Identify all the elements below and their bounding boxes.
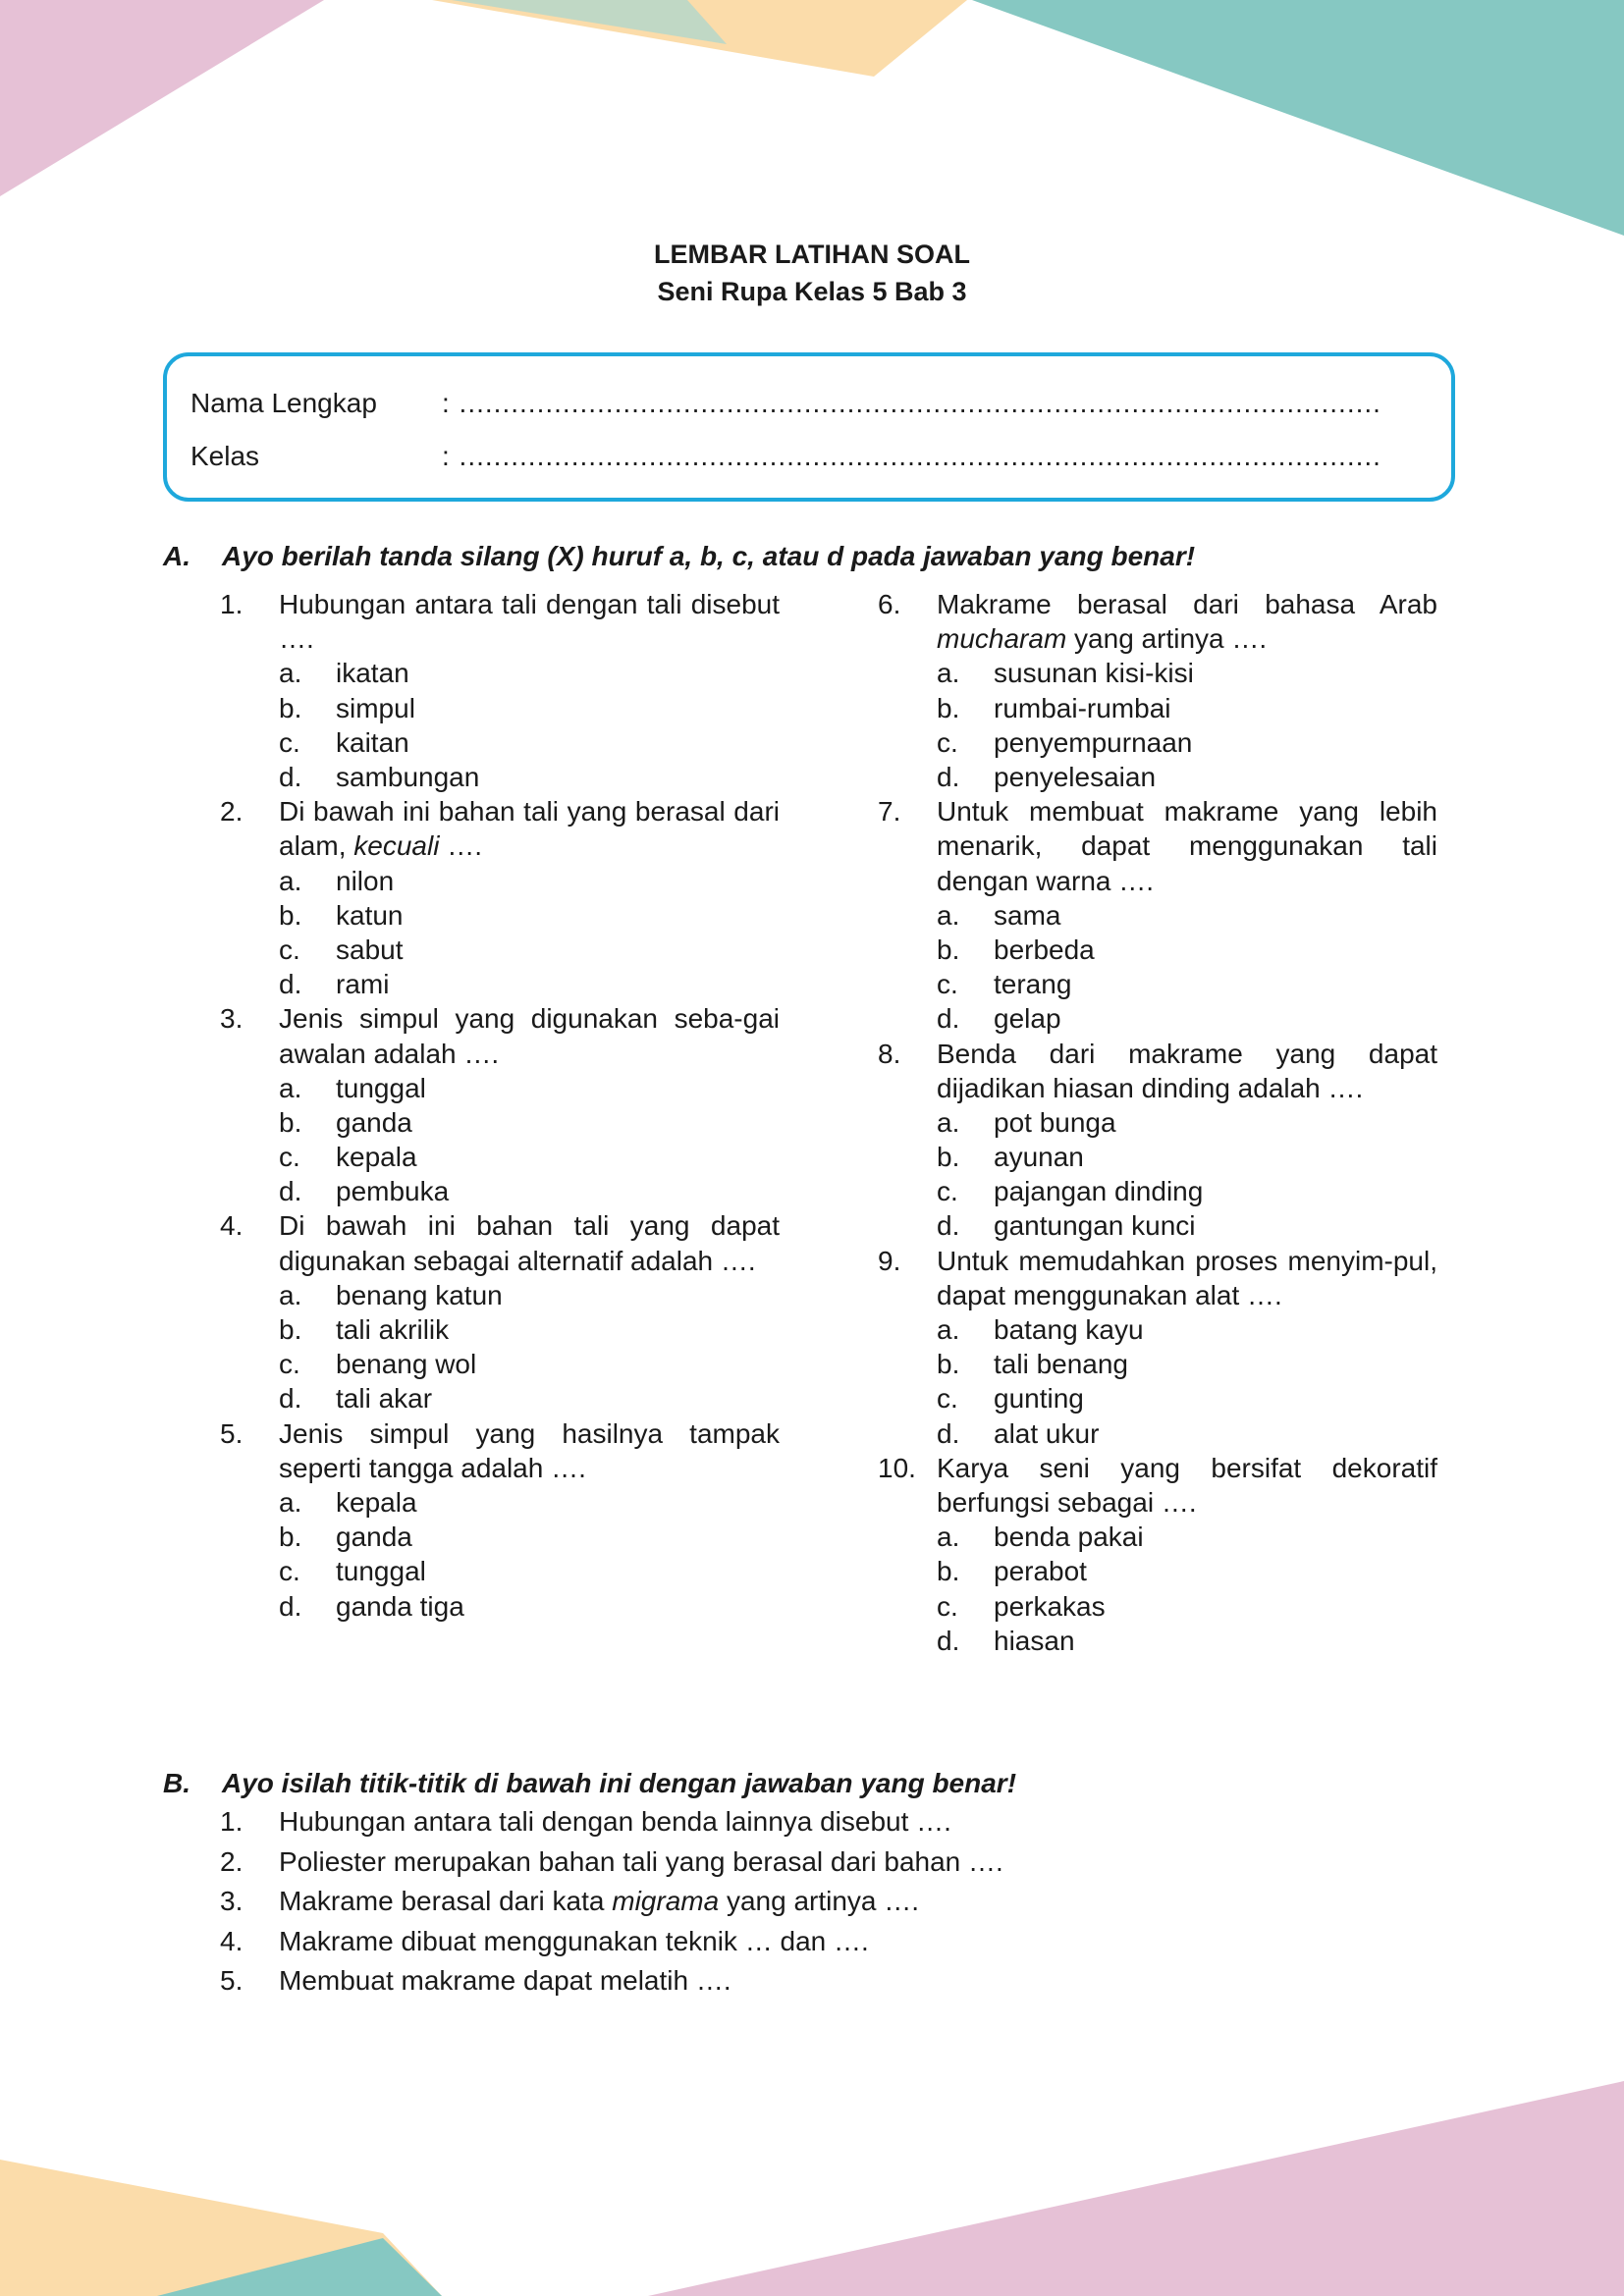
answer-option[interactable] (220, 656, 780, 690)
question-stem (937, 587, 1437, 656)
option-text: tali akar (336, 1383, 433, 1415)
option-letter: c. (937, 1590, 958, 1622)
answer-option[interactable] (220, 1312, 780, 1347)
question-item (220, 1208, 780, 1415)
option-letter: d. (279, 1383, 302, 1415)
question-number: 6. (878, 589, 901, 619)
option-letter: a. (937, 1522, 960, 1553)
option-letter: a. (937, 1314, 960, 1346)
option-letter: c. (937, 969, 958, 1000)
question-stem-text: Hubungan antara tali dengan tali disebut …. (279, 589, 780, 655)
answer-option[interactable] (878, 1624, 1437, 1658)
option-letter: b. (279, 899, 302, 931)
option-letter: a. (937, 658, 960, 689)
question-stem (279, 1416, 780, 1485)
question-stem-text: Untuk memudahkan proses menyim-pul, dapat menggunakan alat …. (937, 1245, 1437, 1310)
question-item (878, 1451, 1437, 1658)
answer-option[interactable] (220, 1140, 780, 1174)
question-stem-text: Jenis simpul yang hasilnya tampak seperti tangga adalah …. (279, 1417, 780, 1483)
answer-option[interactable] (220, 1105, 780, 1140)
page-subtitle: Seni Rupa Kelas 5 Bab 3 (657, 277, 967, 306)
essay-question-number: 1. (220, 1806, 244, 1837)
question-stem (937, 1451, 1437, 1520)
option-letter: c. (937, 1176, 958, 1207)
option-text: kepala (336, 1487, 417, 1519)
essay-question-text (279, 1922, 869, 1962)
student-identity-box (163, 352, 1455, 502)
essay-question-number: 2. (220, 1845, 244, 1877)
option-letter: b. (937, 692, 960, 723)
answer-option[interactable] (878, 760, 1437, 794)
page-title: LEMBAR LATIHAN SOAL (654, 240, 970, 269)
option-letter: a. (279, 1279, 302, 1310)
question-number: 1. (220, 589, 244, 619)
option-letter: c. (279, 1142, 300, 1173)
answer-option[interactable] (220, 1554, 780, 1588)
essay-text: Hubungan antara tali dengan benda lainnya disebut …. (279, 1806, 951, 1837)
question-number: 7. (878, 796, 901, 828)
answer-option[interactable] (220, 1278, 780, 1312)
option-text: alat ukur (994, 1417, 1100, 1449)
question-stem-text: …. (439, 830, 482, 862)
question-item (878, 1037, 1437, 1244)
option-text: ayunan (994, 1142, 1084, 1173)
option-text: kaitan (336, 726, 409, 758)
answer-option[interactable] (220, 1347, 780, 1381)
option-text: sambungan (336, 761, 480, 792)
option-letter: a. (937, 1106, 960, 1138)
title-block (0, 236, 1624, 310)
answer-option[interactable] (220, 1174, 780, 1208)
option-letter: b. (279, 1314, 302, 1346)
question-item (220, 1001, 780, 1208)
option-text: kepala (336, 1142, 417, 1173)
essay-text-italic: migrama (612, 1886, 720, 1916)
question-stem-text: Di bawah ini bahan tali yang dapat digunakan sebagai alternatif adalah …. (279, 1210, 780, 1276)
option-text: benda pakai (994, 1522, 1144, 1553)
question-stem (279, 1208, 780, 1277)
question-stem-text: yang artinya …. (1066, 623, 1268, 655)
question-stem-text: Di bawah ini bahan tali yang berasal dari alam, (279, 796, 780, 862)
option-text: pajangan dinding (994, 1176, 1204, 1207)
option-letter: b. (279, 1522, 302, 1553)
option-letter: b. (279, 692, 302, 723)
option-letter: b. (937, 1556, 960, 1587)
essay-question (220, 1961, 1003, 2002)
question-stem (279, 1001, 780, 1070)
question-item (878, 587, 1437, 794)
essay-text: Membuat makrame dapat melatih …. (279, 1965, 731, 1996)
option-letter: b. (279, 1106, 302, 1138)
answer-option[interactable] (878, 933, 1437, 967)
option-letter: a. (279, 865, 302, 896)
question-stem (937, 794, 1437, 898)
option-letter: a. (937, 899, 960, 931)
option-text: benang wol (336, 1349, 477, 1380)
answer-option[interactable] (220, 864, 780, 898)
answer-option[interactable] (878, 1381, 1437, 1415)
question-stem-text: Makrame berasal dari bahasa Arab (937, 589, 1437, 619)
essay-text: yang artinya …. (719, 1886, 920, 1916)
essay-question (220, 1882, 1003, 1922)
option-letter: d. (937, 1003, 960, 1035)
answer-option[interactable] (220, 1485, 780, 1520)
option-text: ganda (336, 1522, 412, 1553)
answer-option[interactable] (878, 1001, 1437, 1036)
option-text: katun (336, 899, 404, 931)
essay-question (220, 1922, 1003, 1962)
option-text: penyelesaian (994, 761, 1157, 792)
class-field[interactable]: : ........................................................................................................... (442, 441, 1381, 471)
answer-option[interactable] (878, 967, 1437, 1001)
option-text: simpul (336, 692, 415, 723)
question-number: 3. (220, 1003, 244, 1035)
option-text: sabut (336, 934, 404, 965)
name-row (190, 386, 1381, 421)
name-field[interactable]: : ........................................................................................................... (442, 388, 1381, 418)
option-text: tunggal (336, 1556, 426, 1587)
essay-question-text (279, 1842, 1003, 1883)
question-stem-text: Benda dari makrame yang dapat dijadikan hiasan dinding adalah …. (937, 1038, 1437, 1103)
question-stem-italic: mucharam (937, 623, 1067, 655)
option-letter: d. (279, 969, 302, 1000)
option-text: ikatan (336, 658, 409, 689)
essay-question-text (279, 1882, 919, 1922)
answer-option[interactable] (878, 1174, 1437, 1208)
option-text: terang (994, 969, 1072, 1000)
question-stem-text: Untuk membuat makrame yang lebih menarik, dapat menggunakan tali dengan warna …. (937, 796, 1437, 896)
question-item (220, 1416, 780, 1624)
answer-option[interactable] (878, 656, 1437, 690)
section-a-instruction: Ayo berilah tanda silang (X) huruf a, b, c, atau d pada jawaban yang benar! (222, 541, 1196, 571)
option-letter: a. (279, 1487, 302, 1519)
option-letter: b. (937, 1349, 960, 1380)
questions-column-right (878, 587, 1437, 1658)
option-letter: d. (937, 1625, 960, 1656)
option-letter: d. (279, 1590, 302, 1622)
essay-question-number: 5. (220, 1965, 244, 1996)
answer-option[interactable] (878, 1416, 1437, 1451)
option-text: rami (336, 969, 390, 1000)
option-letter: a. (279, 658, 302, 689)
essay-question-number: 3. (220, 1886, 244, 1916)
option-text: berbeda (994, 934, 1095, 965)
option-text: ganda tiga (336, 1590, 464, 1622)
option-letter: c. (279, 1556, 300, 1587)
option-text: ganda (336, 1106, 412, 1138)
answer-option[interactable] (220, 1381, 780, 1415)
answer-option[interactable] (878, 691, 1437, 725)
option-text: hiasan (994, 1625, 1075, 1656)
question-number: 5. (220, 1417, 244, 1449)
option-letter: a. (279, 1072, 302, 1103)
essay-question-text (279, 1802, 951, 1842)
option-text: nilon (336, 865, 395, 896)
answer-option[interactable] (878, 725, 1437, 760)
option-letter: d. (279, 761, 302, 792)
option-letter: b. (937, 1142, 960, 1173)
option-text: sama (994, 899, 1061, 931)
essay-question-number: 4. (220, 1925, 244, 1956)
essay-question (220, 1842, 1003, 1883)
option-text: penyempurnaan (994, 726, 1193, 758)
option-letter: c. (279, 1349, 300, 1380)
answer-option[interactable] (878, 1105, 1437, 1140)
answer-option[interactable] (878, 1520, 1437, 1554)
option-letter: d. (937, 1210, 960, 1242)
answer-option[interactable] (220, 933, 780, 967)
option-text: gantungan kunci (994, 1210, 1196, 1242)
class-label: Kelas (190, 441, 260, 471)
section-a-letter: A. (163, 541, 190, 571)
question-stem (937, 1037, 1437, 1105)
answer-option[interactable] (220, 1520, 780, 1554)
question-number: 4. (220, 1210, 244, 1242)
question-number: 8. (878, 1038, 901, 1069)
question-item (220, 587, 780, 794)
option-text: tunggal (336, 1072, 426, 1103)
class-row (190, 439, 1381, 474)
option-text: tali benang (994, 1349, 1129, 1380)
section-b-instruction: Ayo isilah titik-titik di bawah ini dengan jawaban yang benar! (222, 1768, 1017, 1798)
option-text: gunting (994, 1383, 1084, 1415)
option-letter: d. (937, 1417, 960, 1449)
option-text: tali akrilik (336, 1314, 450, 1346)
question-stem-text: Jenis simpul yang digunakan seba-gai awalan adalah …. (279, 1003, 780, 1069)
answer-option[interactable] (220, 967, 780, 1001)
option-letter: d. (937, 761, 960, 792)
answer-option[interactable] (220, 691, 780, 725)
essay-question-text (279, 1961, 731, 2002)
questions-column-left (220, 587, 780, 1624)
option-text: gelap (994, 1003, 1061, 1035)
answer-option[interactable] (220, 760, 780, 794)
answer-option[interactable] (220, 1589, 780, 1624)
question-item (878, 1244, 1437, 1451)
answer-option[interactable] (220, 898, 780, 933)
option-text: pot bunga (994, 1106, 1116, 1138)
question-stem (279, 587, 780, 656)
option-text: benang katun (336, 1279, 503, 1310)
option-letter: d. (279, 1176, 302, 1207)
answer-option[interactable] (878, 1554, 1437, 1588)
question-stem (279, 794, 780, 863)
answer-option[interactable] (878, 1347, 1437, 1381)
option-text: batang kayu (994, 1314, 1144, 1346)
answer-option[interactable] (220, 1071, 780, 1105)
question-item (220, 794, 780, 1001)
option-letter: c. (937, 726, 958, 758)
option-letter: c. (279, 726, 300, 758)
option-text: pembuka (336, 1176, 450, 1207)
answer-option[interactable] (878, 1140, 1437, 1174)
option-letter: c. (937, 1383, 958, 1415)
essay-text: Makrame berasal dari kata (279, 1886, 613, 1916)
question-item (878, 794, 1437, 1036)
answer-option[interactable] (878, 1589, 1437, 1624)
option-text: perabot (994, 1556, 1087, 1587)
essay-question-list (220, 1802, 1003, 2002)
question-number: 2. (220, 796, 244, 828)
option-text: susunan kisi-kisi (994, 658, 1194, 689)
question-number: 9. (878, 1245, 901, 1276)
answer-option[interactable] (878, 1208, 1437, 1243)
question-stem-italic: kecuali (353, 830, 440, 862)
answer-option[interactable] (878, 898, 1437, 933)
essay-text: Makrame dibuat menggunakan teknik … dan …. (279, 1925, 869, 1956)
answer-option[interactable] (878, 1312, 1437, 1347)
section-b-letter: B. (163, 1768, 190, 1798)
option-text: perkakas (994, 1590, 1106, 1622)
answer-option[interactable] (220, 725, 780, 760)
question-stem (937, 1244, 1437, 1312)
question-number: 10. (878, 1452, 916, 1483)
essay-question (220, 1802, 1003, 1842)
option-text: rumbai-rumbai (994, 692, 1171, 723)
essay-text: Poliester merupakan bahan tali yang berasal dari bahan …. (279, 1845, 1003, 1877)
option-letter: c. (279, 934, 300, 965)
option-letter: b. (937, 934, 960, 965)
question-stem-text: Karya seni yang bersifat dekoratif berfungsi sebagai …. (937, 1452, 1437, 1519)
name-label: Nama Lengkap (190, 388, 377, 418)
